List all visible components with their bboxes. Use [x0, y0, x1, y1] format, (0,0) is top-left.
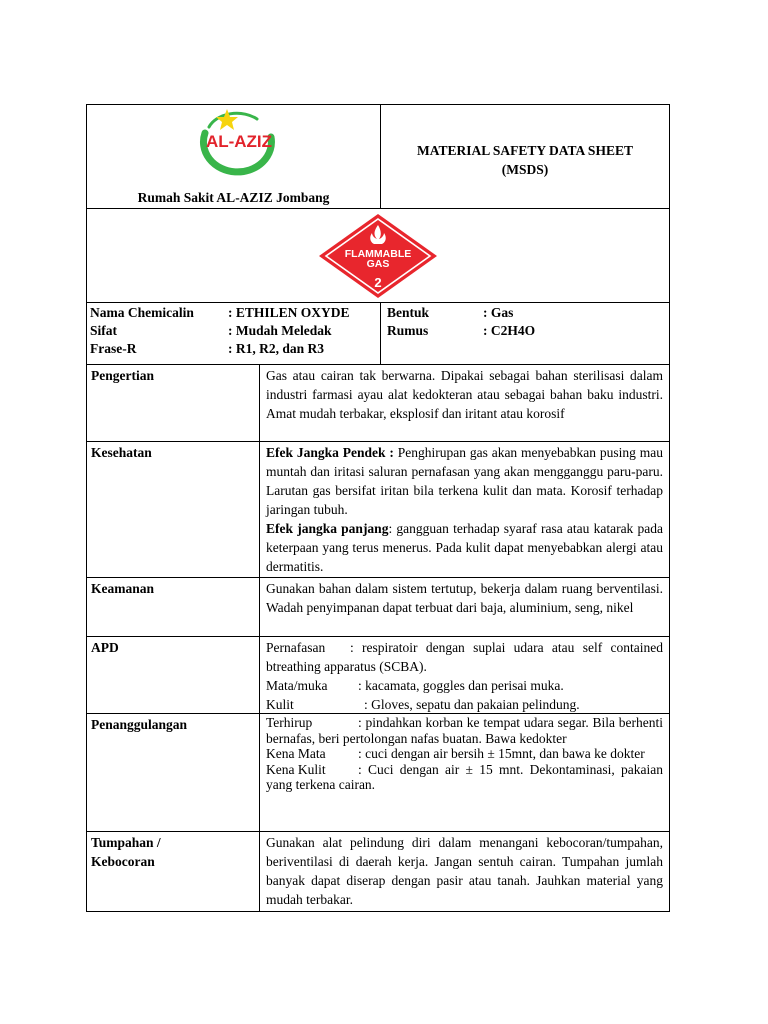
penanggulangan-content [260, 714, 669, 831]
logo-text: AL-AZIZ [205, 132, 273, 151]
rumus-value: : C2H4O [483, 323, 536, 338]
document-title [381, 105, 669, 208]
pen-item-2-key: Kena Mata [266, 746, 326, 761]
hospital-name: Rumah Sakit AL-AZIZ Jombang [137, 190, 330, 205]
apd-label: APD [87, 637, 260, 713]
pen-item-3-key: Kena Kulit [266, 761, 326, 777]
bentuk-value: : Gas [483, 305, 514, 320]
penanggulangan-row [87, 713, 669, 831]
tumpahan-label-line-2: Kebocoran [91, 854, 155, 869]
flammable-gas-placard-icon [316, 212, 440, 300]
apd-row [87, 636, 669, 713]
sifat-label: Sifat [90, 323, 117, 338]
info-right [381, 303, 669, 364]
title-line-1: MATERIAL SAFETY DATA SHEET [417, 142, 633, 158]
short-term-title: Efek Jangka Pendek : [266, 445, 394, 460]
nama-label: Nama Chemicalin [90, 305, 194, 320]
pen-item-1-value: : pindahkan korban ke tempat udara segar. Bila berhenti bernafas, beri pertolongan nafas buatan. Bawa kedokter [266, 715, 663, 746]
apd-item-1-value: : respiratoir dengan suplai udara atau self contained btreathing apparatus (SCBA). [266, 640, 663, 674]
placard-line-1: FLAMMABLE [344, 247, 412, 260]
al-aziz-logo-icon [187, 107, 291, 177]
frase-r-label: Frase-R [90, 341, 137, 356]
apd-item-1-key: Pernafasan [266, 640, 326, 655]
tumpahan-label-line-1: Tumpahan / [91, 835, 161, 850]
header-left [87, 105, 381, 208]
frase-r-value: : R1, R2, dan R3 [228, 341, 325, 356]
penanggulangan-label: Penanggulangan [87, 714, 260, 831]
hazard-row [87, 208, 669, 302]
pengertian-row [87, 364, 669, 441]
kesehatan-row [87, 441, 669, 577]
keamanan-text: Gunakan bahan dalam sistem tertutup, bekerja dalam ruang berventilasi. Wadah penyimpanan dapat terbuat dari baja, aluminium, seng, nikel [266, 581, 663, 615]
apd-item-2-key: Mata/muka [266, 678, 328, 693]
long-term-title: Efek jangka panjang [266, 521, 389, 536]
header-row [87, 105, 669, 208]
tumpahan-text: Gunakan alat pelindung diri dalam menangani kebocoran/tumpahan, beriventilasi di daerah kerja. Jangan sentuh cairan. Tumpahan jumlah banyak dapat diserap dengan pasir atau tanah. Jauhkan material yang mudah terbakar. [266, 835, 663, 907]
pen-item-1-key: Terhirup [266, 715, 313, 730]
rumus-label: Rumus [387, 323, 429, 338]
keamanan-label: Keamanan [87, 578, 260, 636]
bentuk-label: Bentuk [387, 305, 430, 320]
info-row [87, 302, 669, 364]
placard-class-number: 2 [374, 274, 382, 290]
info-left [87, 303, 381, 364]
kesehatan-content [260, 442, 669, 577]
kesehatan-label: Kesehatan [87, 442, 260, 577]
apd-item-2-value: : kacamata, goggles dan perisai muka. [358, 678, 564, 693]
apd-item-3-value: : Gloves, sepatu dan pakaian pelindung. [364, 697, 580, 712]
long-term-text: : gangguan terhadap syaraf rasa atau katarak pada keterpaan yang terus menerus. Pada kulit dapat menyebabkan alergi atau dermatitis. [266, 521, 663, 574]
msds-sheet [86, 104, 670, 912]
tumpahan-row [87, 831, 669, 911]
sifat-value: : Mudah Meledak [228, 323, 332, 338]
apd-content [260, 637, 669, 713]
tumpahan-label [87, 832, 260, 911]
apd-item-3-key: Kulit [266, 697, 294, 712]
pen-item-2-value: : cuci dengan air bersih ± 15mnt, dan bawa ke dokter [358, 746, 645, 761]
placard-line-2: GAS [366, 257, 390, 270]
keamanan-row [87, 577, 669, 636]
short-term-text: Penghirupan gas akan menyebabkan pusing mau muntah dan iritasi saluran pernafasan yang akan mengganggu paru-paru. Larutan gas bersifat iritan bila terkena kulit dan mata. Korosif terhadap jaringan tubuh. [266, 445, 663, 517]
pen-item-3-value: : Cuci dengan air ± 15 mnt. Dekontaminasi, pakaian yang terkena cairan. [266, 761, 663, 792]
pengertian-text: Gas atau cairan tak berwarna. Dipakai sebagai bahan sterilisasi dalam industri farmasi ayau alat kedokteran atau sebagai bahan baku industri. Amat mudah terbakar, eksplosif dan iritant atau korosif [266, 368, 663, 421]
nama-value: : ETHILEN OXYDE [228, 305, 350, 320]
title-line-2: (MSDS) [501, 161, 549, 177]
pengertian-label: Pengertian [87, 365, 260, 441]
